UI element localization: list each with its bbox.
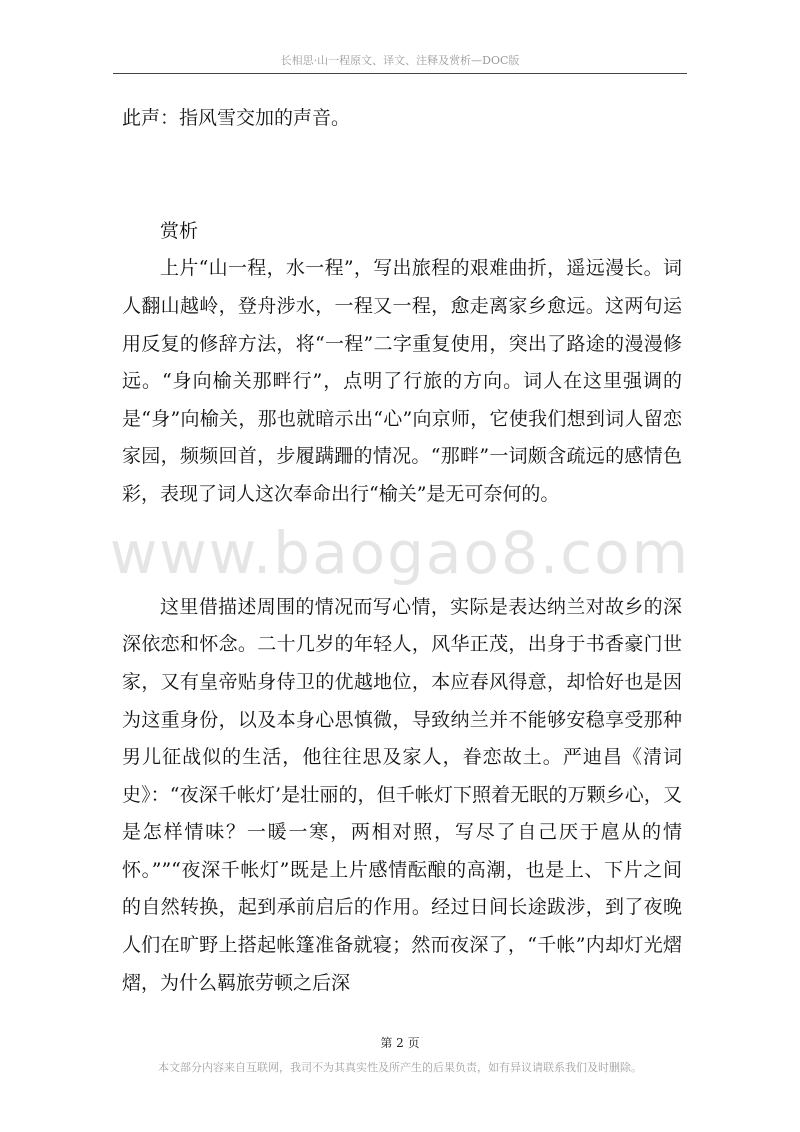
paragraph-analysis-1: 上片“山一程，水一程”，写出旅程的艰难曲折，遥远漫长。词人翻山越岭，登舟涉水，一程又一程，愈走离家乡愈远。这两句运用反复的修辞方法，将“一程”二字重复使用，突出了路途的漫漫修远。“身向榆关那畔行”，点明了行旅的方向。词人在这里强调的是“身”向榆关，那也就暗示出“心”向京师，它使我们想到词人留恋家园，频频回首，步履蹒跚的情况。“那畔”一词颇含疏远的感情色彩，表现了词人这次奉命出行“榆关”是无可奈何的。 <box>122 257 682 505</box>
page-header-title: 长相思·山一程原文、译文、注释及赏析—DOC版 <box>280 54 520 67</box>
document-body <box>122 100 682 1002</box>
blank-space <box>122 138 682 213</box>
blank-space <box>122 514 682 589</box>
watermark: www.baogao8.com <box>109 519 691 587</box>
header-divider <box>113 73 687 74</box>
section-heading: 赏析 <box>160 219 199 242</box>
paragraph-analysis-2: 这里借描述周围的情况而写心情，实际是表达纳兰对故乡的深深依恋和怀念。二十几岁的年轻人，风华正茂，出身于书香豪门世家，又有皇帝贴身侍卫的优越地位，本应春风得意，却恰好也是因为这重身份，以及本身心思慎微，导致纳兰并不能够安稳享受那种男儿征战似的生活，他往往思及家人，眷恋故土。严迪昌《清词史》：“夜深千帐灯’是壮丽的，但千帐灯下照着无眠的万颗乡心，又是怎样情味？一暖一寒，两相对照，写尽了自己厌于扈从的情怀。””“夜深千帐灯”既是上片感情酝酿的高潮，也是上、下片之间的自然转换，起到承前启后的作用。经过日间长途跋涉，到了夜晚人们在旷野上搭起帐篷准备就寝；然而夜深了，“千帐”内却灯光熠熠，为什么羁旅劳顿之后深 <box>122 595 682 994</box>
page-number: 第 2 页 <box>380 1036 420 1050</box>
footer-disclaimer: 本文部分内容来自互联网，我司不为其真实性及所产生的后果负责，如有异议请联系我们及时删除。 <box>158 1061 642 1074</box>
annotation-line: 此声：指风雪交加的声音。 <box>122 107 351 129</box>
